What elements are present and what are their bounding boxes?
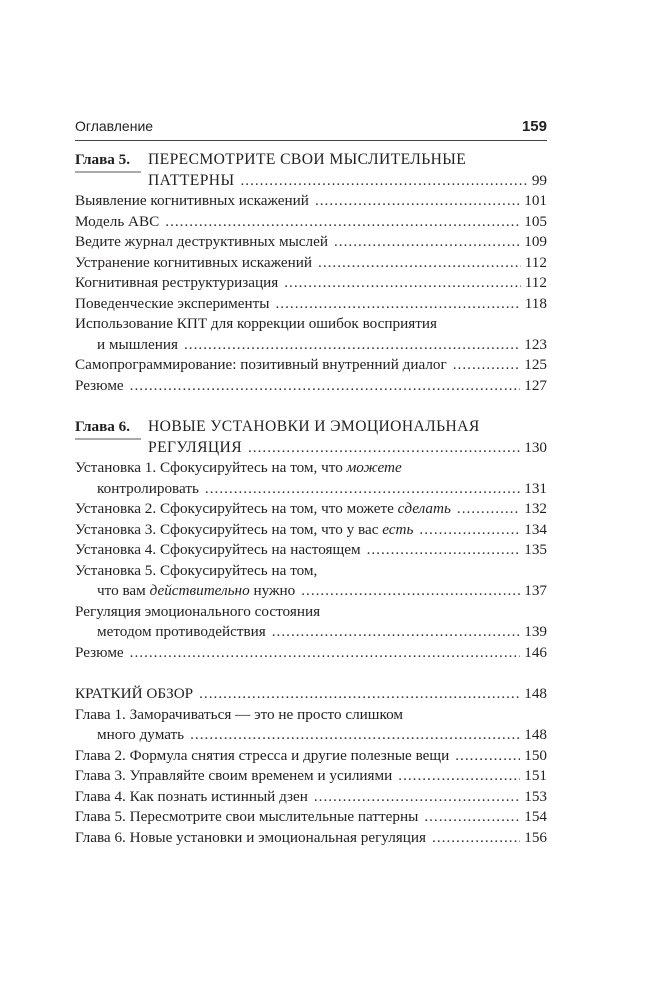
- dot-leader: [314, 787, 520, 808]
- dot-leader: [248, 438, 520, 459]
- toc-entry: [75, 191, 547, 212]
- entry-text: [75, 602, 320, 623]
- entry-text: [97, 335, 178, 356]
- entry-text: [75, 314, 437, 335]
- entry-text: [75, 212, 159, 233]
- toc-entry: [75, 520, 547, 541]
- entry-page-number: 118: [524, 294, 547, 312]
- entry-page-number: 99: [531, 171, 547, 189]
- toc-line: [75, 828, 547, 849]
- entry-text: [97, 581, 295, 602]
- entry-text: [97, 622, 266, 643]
- entry-text-part: Использование КПТ для коррекции ошибок восприятия: [75, 315, 437, 332]
- entry-text: [75, 355, 447, 376]
- dot-leader: [398, 766, 520, 787]
- entry-text-part: Установка 4. Сфокусируйтесь на настоящем: [75, 541, 361, 558]
- entry-text: [75, 499, 451, 520]
- toc-entry: [75, 253, 547, 274]
- toc-line: [75, 438, 547, 459]
- entry-text-part: Регуляция эмоционального состояния: [75, 602, 321, 620]
- entry-page-number: 101: [524, 192, 547, 209]
- toc-entry: [75, 294, 547, 315]
- toc-line: [75, 171, 547, 192]
- toc-line: [75, 787, 547, 808]
- entry-page-number: 112: [524, 274, 547, 291]
- entry-page-number: 109: [524, 233, 547, 250]
- running-header-title: Оглавление: [75, 118, 154, 134]
- dot-leader: [453, 355, 520, 376]
- entry-page-number: 135: [524, 541, 547, 558]
- entry-text-part: Установка 2. Сфокусируйтесь на том, что можете: [75, 500, 398, 517]
- dot-leader: [199, 684, 520, 705]
- entry-text-part: Устранение когнитивных искажений: [75, 253, 313, 271]
- dot-leader: [190, 725, 520, 746]
- entry-text-part: Ведите журнал деструктивных мыслей: [75, 233, 328, 250]
- dot-leader: [272, 622, 520, 643]
- toc-line: [75, 355, 547, 376]
- dot-leader: [184, 335, 520, 356]
- toc-entry: [75, 561, 547, 602]
- entry-text-part: методом противодействия: [97, 623, 266, 640]
- entry-page-number: 127: [524, 376, 547, 394]
- chapter-label: Глава 5.: [75, 150, 148, 171]
- entry-page-number: 148: [524, 685, 547, 702]
- entry-text: [75, 746, 449, 767]
- toc-entry: [75, 643, 547, 664]
- toc-entry: [75, 499, 547, 520]
- entry-page-number: 153: [524, 787, 547, 805]
- entry-text-part: Глава 2. Формула снятия стресса и другие полезные вещи: [75, 746, 450, 764]
- dot-leader: [367, 540, 521, 561]
- entry-page-number: 151: [524, 767, 547, 784]
- toc-line: [75, 191, 547, 212]
- toc-line: [75, 253, 547, 274]
- entry-text-part: Установка 3. Сфокусируйтесь на том, что у вас: [75, 520, 383, 538]
- toc-line: [75, 540, 547, 561]
- entry-text-italic: есть: [382, 520, 414, 538]
- entry-text: [75, 520, 413, 541]
- running-header: [75, 118, 547, 141]
- toc-entry: [75, 746, 547, 767]
- toc-line: [75, 335, 547, 356]
- entry-text-part: Глава 1. Заморачиваться — это не просто слишком: [75, 705, 404, 723]
- toc-line: [75, 684, 547, 705]
- entry-page-number: 137: [524, 582, 547, 599]
- toc-line: [75, 314, 547, 335]
- entry-text-part: что вам: [97, 582, 150, 599]
- dot-leader: [455, 746, 520, 767]
- entry-text-italic: можете: [346, 459, 402, 476]
- toc-line: [75, 602, 547, 623]
- chapter-title: НОВЫЕ УСТАНОВКИ И ЭМОЦИОНАЛЬНАЯ: [148, 418, 480, 435]
- entry-text: [75, 232, 328, 253]
- chapter-title-continued: ПАТТЕРНЫ: [148, 171, 235, 189]
- entry-text: [75, 807, 418, 828]
- entry-text: [75, 705, 403, 726]
- entry-page-number: 123: [524, 335, 547, 353]
- toc-line: [75, 725, 547, 746]
- toc-line: [75, 581, 547, 602]
- entry-text: [75, 191, 309, 212]
- toc-entry: [75, 807, 547, 828]
- entry-page-number: 134: [524, 520, 547, 538]
- entry-page-number: 156: [524, 828, 547, 846]
- dot-leader: [276, 294, 521, 315]
- toc-line: [75, 746, 547, 767]
- toc-line: [75, 212, 547, 233]
- toc-line: [75, 376, 547, 397]
- entry-text: [75, 273, 278, 294]
- entry-page-number: 130: [524, 438, 547, 456]
- book-page: [75, 118, 547, 869]
- entry-page-number: 139: [524, 623, 547, 640]
- toc-entry: [75, 458, 547, 499]
- entry-text: [75, 376, 124, 397]
- dot-leader: [457, 499, 520, 520]
- chapter-title: ПЕРЕСМОТРИТЕ СВОИ МЫСЛИТЕЛЬНЫЕ: [148, 151, 467, 168]
- entry-text-part: Резюме: [75, 376, 124, 394]
- toc-line: [75, 766, 547, 787]
- entry-text-part: нужно: [249, 582, 296, 599]
- entry-page-number: 146: [524, 643, 547, 661]
- entry-text-part: и мышления: [97, 335, 178, 353]
- dot-leader: [165, 212, 520, 233]
- toc-entry: [75, 787, 547, 808]
- entry-text-part: Установка 5. Сфокусируйтесь на том,: [75, 561, 318, 579]
- toc-section: [75, 417, 547, 663]
- summary-heading: КРАТКИЙ ОБЗОР: [75, 685, 194, 702]
- toc-entry: [75, 314, 547, 355]
- entry-text-part: Самопрограммирование: позитивный внутренний диалог: [75, 356, 447, 373]
- dot-leader: [205, 479, 520, 500]
- toc-line: [75, 458, 547, 479]
- entry-text: [148, 438, 242, 459]
- entry-page-number: 125: [524, 356, 547, 373]
- entry-text-part: Выявление когнитивных искажений: [75, 192, 309, 209]
- entry-page-number: 132: [524, 500, 547, 517]
- dot-leader: [318, 253, 521, 274]
- toc-line: [75, 643, 547, 664]
- chapter-heading: [75, 417, 547, 438]
- dot-leader: [301, 581, 520, 602]
- toc-line: [75, 499, 547, 520]
- entry-text-part: Модель ABC: [75, 212, 160, 230]
- dot-leader: [315, 191, 520, 212]
- entry-text: [75, 561, 317, 582]
- toc-entry: [75, 766, 547, 787]
- entry-text: [148, 171, 234, 192]
- dot-leader: [240, 171, 527, 192]
- entry-text: [97, 725, 184, 746]
- entry-text: [75, 684, 193, 705]
- entry-text: [97, 479, 199, 500]
- entry-text-part: много думать: [97, 726, 185, 743]
- entry-text: [75, 766, 392, 787]
- entry-page-number: 148: [524, 726, 547, 743]
- toc-entry: [75, 273, 547, 294]
- entry-page-number: 131: [524, 479, 547, 497]
- toc-section: [75, 684, 547, 848]
- table-of-contents: [75, 150, 547, 848]
- entry-text: [75, 643, 124, 664]
- entry-text-part: Резюме: [75, 643, 124, 661]
- entry-text-part: Поведенческие эксперименты: [75, 294, 270, 312]
- toc-entry: [75, 602, 547, 643]
- entry-text-part: Глава 6. Новые установки и эмоциональная регуляция: [75, 828, 427, 846]
- chapter-title-continued: РЕГУЛЯЦИЯ: [148, 438, 242, 456]
- toc-entry: [75, 828, 547, 849]
- entry-text: [75, 294, 270, 315]
- dot-leader: [130, 643, 521, 664]
- page-number: 159: [521, 118, 547, 135]
- entry-text-italic: действительно: [149, 582, 250, 599]
- entry-text: [75, 540, 361, 561]
- entry-text-part: Глава 3. Управляйте своим временем и усилиями: [75, 767, 393, 784]
- toc-entry: [75, 232, 547, 253]
- toc-line: [75, 273, 547, 294]
- toc-section: [75, 150, 547, 396]
- toc-entry: [75, 355, 547, 376]
- toc-entry: [75, 212, 547, 233]
- entry-text-part: Глава 4. Как познать истинный дзен: [75, 787, 308, 805]
- toc-line: [75, 520, 547, 541]
- entry-page-number: 150: [524, 746, 547, 764]
- toc-entry: [75, 705, 547, 746]
- entry-page-number: 154: [524, 808, 547, 825]
- entry-text-part: Установка 1. Сфокусируйтесь на том, что: [75, 459, 347, 476]
- toc-line: [75, 294, 547, 315]
- entry-page-number: 112: [524, 253, 547, 271]
- entry-text-part: контролировать: [97, 479, 199, 497]
- dot-leader: [130, 376, 521, 397]
- chapter-label: Глава 6.: [75, 417, 148, 438]
- dot-leader: [432, 828, 520, 849]
- toc-line: [75, 232, 547, 253]
- entry-text: [75, 787, 308, 808]
- toc-entry: [75, 376, 547, 397]
- toc-entry: [75, 540, 547, 561]
- entry-text: [75, 458, 402, 479]
- dot-leader: [284, 273, 521, 294]
- chapter-heading: [75, 150, 547, 171]
- entry-text-part: Когнитивная реструктуризация: [75, 274, 279, 291]
- entry-text: [75, 828, 426, 849]
- dot-leader: [334, 232, 520, 253]
- toc-line: [75, 561, 547, 582]
- entry-text-part: Глава 5. Пересмотрите свои мыслительные паттерны: [75, 808, 419, 825]
- entry-page-number: 105: [524, 212, 547, 230]
- entry-text: [75, 253, 312, 274]
- dot-leader: [419, 520, 520, 541]
- toc-line: [75, 807, 547, 828]
- toc-line: [75, 705, 547, 726]
- entry-text-italic: сделать: [397, 500, 451, 517]
- dot-leader: [424, 807, 520, 828]
- toc-line: [75, 622, 547, 643]
- toc-line: [75, 479, 547, 500]
